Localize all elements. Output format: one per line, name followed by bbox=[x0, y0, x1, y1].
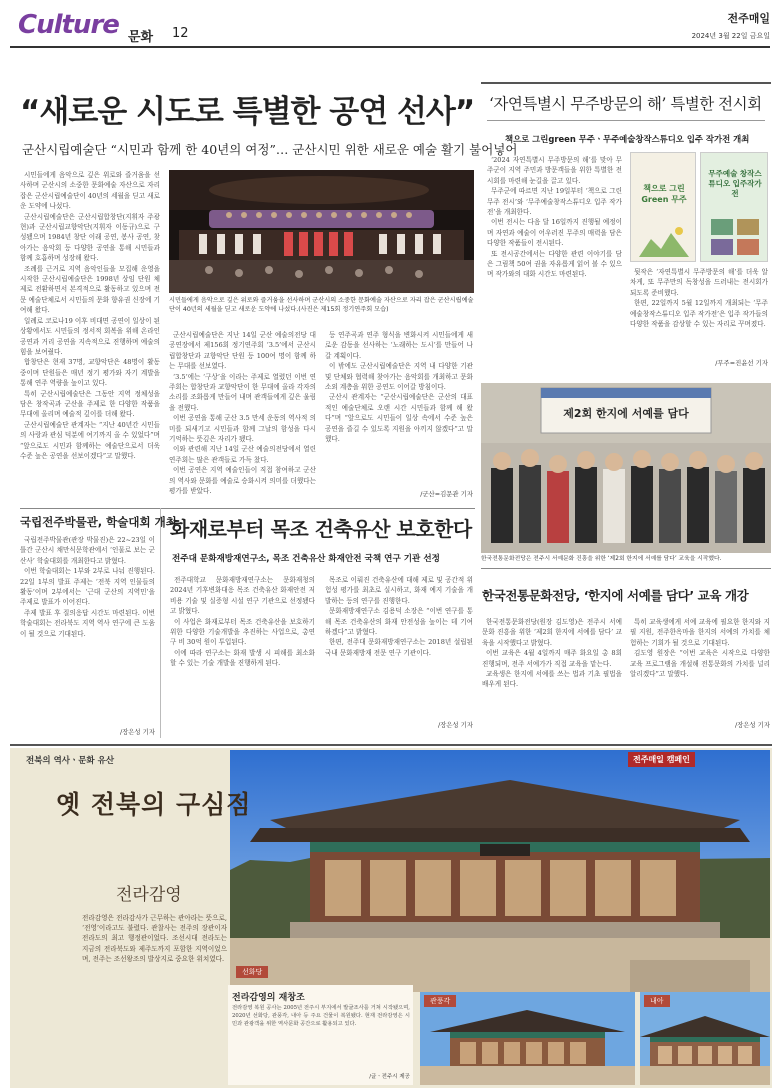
paragraph: 특히 교육생에게 서예 교육에 필요한 한지와 지필 지원, 전주한옥마을 한지의 서예의 가치를 체험하는 기회가 될 것으로 기대된다. bbox=[630, 618, 770, 647]
tag-seonhwadang: 선화당 bbox=[236, 966, 268, 978]
paragraph: 이 사업은 화재로부터 목조 건축유산을 보호하기 위한 다양한 기술개발을 추진하는 사업으로, 총연구 비 30억 원이 투입된다. bbox=[170, 617, 315, 647]
paragraph: 김도영 원장은 “이번 교육은 시작으로 다양한 교육 프로그램을 개설해 전통문화의 가치를 널리 알리겠다”고 말했다. bbox=[630, 649, 770, 679]
paragraph: 군산시립예술단은 군산시립합창단(지휘자 주광현)과 군산시립교향악단(지휘자 이동규)으로 구성됐으며 1984년 창단 이래 공연, 봉사 공연, 찾아가는 음악회 등 다양한 공연을 통해 시민들과 함께 호흡하며 성장해 왔다. bbox=[20, 212, 160, 263]
paragraph: 군산시 관계자는 “군산시립예술단은 군산의 대표적인 예술단체로 오랜 시간 시민들과 함께 해 왔다”며 “앞으로도 시민들이 일상 속에서 수준 높은 공연을 즐길 수 있도록 지원을 아끼지 않겠다”고 말했다. bbox=[325, 393, 473, 444]
campaign-place: 전라감영 bbox=[116, 885, 182, 905]
paragraph: 합창단은 현재 37명, 교향악단은 48명이 활동 중이며 단원들은 매년 정기 평가와 자기 계발을 통해 연주 역량을 높이고 있다. bbox=[20, 358, 160, 388]
paragraph: 이와 관련해 지난 14일 군산 예술의전당에서 열린 연주회는 많은 관객들로 가득 찼다. bbox=[169, 445, 316, 464]
paragraph: 군산시립예술단은 지난 14일 군산 예술의전당 대공연장에서 제156회 정기연주회 ‘3.5’에서 군산시립합창단과 교향악단 단원 등 100여 명이 함께 하는 무대를 선보였다. bbox=[169, 331, 316, 371]
hanji-byline: /장은성 기자 bbox=[734, 721, 770, 729]
paragraph: 이번 교육은 4월 4일까지 매주 화요일 총 8회 진행되며, 전주 서예가가 직접 교육을 맡는다. bbox=[482, 649, 622, 668]
campaign-intro: 전라감영은 전라감사가 근무하는 관아라는 뜻으로, ‘전영’이라고도 불렸다. 관찰사는 전주의 장관이자 전라도의 최고 행정관이었다. 조선시대 전라도는 지금의 전라북도와 제주도까지 포함한 지역이었으며, 전주는 조선왕조의 발상지로 중요한 위치였다. bbox=[82, 914, 227, 963]
exhibition-col-left bbox=[487, 155, 622, 367]
paragraph: 이번 학술대회는 1부와 2부로 나눠 진행된다. 22일 1부의 발표 주제는 ‘전북 지역 인물들의 활동’이며 2부에서는 ‘근대 군산의 지역민’을 주제로 발표가 이어진다. bbox=[20, 567, 155, 607]
exhibition-col-right bbox=[630, 267, 768, 352]
paragraph: 전주대학교 문화재방재연구소는 문화재청의 2024년 기후변화대응 목조 건축유산 화재안전 저비용 기술 및 실증형 시설 연구 기관으로 선정됐다고 밝혔다. bbox=[170, 576, 315, 616]
heritage-col2 bbox=[325, 575, 473, 715]
paragraph: 등 연주곡과 연주 형식을 변화시켜 시민들에게 새로운 감동을 선사하는 ‘노래하는 도시’를 만들어 나갈 계획이다. bbox=[325, 331, 473, 360]
campaign-sub-body: 전라감영 복원 공사는 2005년 전주시 부지에서 발굴조사를 거쳐 시작됐으며, 2020년 선화당, 관풍각, 내아 등 주요 건물이 복원됐다. 현재 전라감영은 시민과 관광객을 위한 역사문화 공간으로 활용되고 있다. bbox=[232, 1005, 410, 1028]
paragraph: ‘3.5’에는 ‘구상’을 이라는 주제로 열렸던 이번 연주회는 합창단과 교향악단이 한 무대에 올라 각자의 소리를 조화롭게 만들어 내며 관객들에게 깊은 울림을 전했다. bbox=[169, 372, 316, 412]
divider bbox=[487, 120, 765, 121]
paragraph: 이번 공연은 지역 예술인들이 직접 참여하고 군산의 역사와 문화를 예술로 승화시켜 의미를 더했다는 평가를 받았다. bbox=[169, 466, 316, 496]
divider bbox=[481, 568, 771, 569]
paragraph: 특히 군산시립예술단은 그동안 지역 정체성을 담은 창작곡과 군산을 주제로 한 다양한 작품을 무대에 올리며 예술적 깊이를 더해 왔다. bbox=[20, 389, 160, 419]
heritage-col1 bbox=[170, 575, 315, 730]
main-byline: /군산=김문관 기자 bbox=[420, 490, 473, 498]
paragraph: 교육생은 한지에 서예를 쓰는 법과 기초 필법을 배우게 된다. bbox=[482, 670, 622, 689]
paragraph: ‘2024 자연특별시 무주방문의 해’를 맞아 무주군이 지역 주민과 방문객들을 위한 특별한 전시회를 마련해 눈길을 끌고 있다. bbox=[487, 156, 622, 185]
museum-body bbox=[20, 535, 155, 725]
museum-byline: /장은성 기자 bbox=[119, 728, 155, 736]
divider bbox=[160, 508, 161, 738]
campaign-sub-byline: /글ㆍ전주시 제공 bbox=[369, 1074, 410, 1080]
paragraph: 무주군에 따르면 지난 19일부터 ‘책으로 그린 무주 전시’와 ‘무주예술창작스튜디오 입주 작가전’을 개최한다. bbox=[487, 187, 622, 217]
paragraph: 시민들에게 음악으로 깊은 위로와 즐거움을 선사하며 군산시의 소중한 문화예술 자산으로 자리 잡은 군산시립예술단이 40년의 세월을 딛고 새로운 도약에 나섰다. bbox=[20, 171, 160, 211]
page-number: 12 bbox=[172, 26, 189, 41]
exhibition-title: ‘자연특별시 무주방문의 해’ 특별한 전시회 bbox=[489, 95, 762, 113]
concert-photo-caption: 시민들에게 음악으로 깊은 위로와 즐거움을 선사하며 군산시의 소중한 문화예술 자산으로 자리 잡은 군산시립예술단이 40년의 세월을 딛고 새로운 도약에 나섰다.(사진은 제15회 정기연주회 모습) bbox=[169, 297, 474, 313]
concert-photo bbox=[169, 170, 474, 293]
heritage-byline: /장은성 기자 bbox=[437, 721, 473, 729]
header-rule bbox=[10, 46, 770, 48]
hanji-title: 한국전통문화전당, ‘한지에 서예를 담다’ 교육 개강 bbox=[482, 588, 749, 603]
heritage-subtitle: 전주대 문화재방재연구소, 목조 건축유산 화재안전 국책 연구 기관 선정 bbox=[172, 554, 440, 564]
main-subhead: 군산시립예술단 “시민과 함께 한 40년의 여정”… 군산시민 위한 새로운 예술 활기 불어넣어 bbox=[22, 142, 518, 157]
paragraph: 주제 발표 후 질의응답 시간도 마련된다. 이번 학술대회는 전라북도 지역 역사 연구에 큰 도움이 될 것으로 기대된다. bbox=[20, 608, 155, 638]
paragraph: 일례로 코로나19 이후 비대면 공연이 일상이 된 상황에서도 시민들의 정서적 회복을 위해 온라인 공연과 거리 공연을 지속적으로 진행하며 예술의 힘을 보여줬다. bbox=[20, 316, 160, 356]
main-article-col3 bbox=[325, 330, 473, 488]
jeolla-gamyeong-photo bbox=[230, 750, 770, 992]
museum-title: 국립전주박물관, 학술대회 개최 bbox=[20, 515, 177, 529]
main-headline: “새로운 시도로 특별한 공연 선사” bbox=[20, 94, 475, 130]
book-cover-title: 무주예술 창작스튜디오 입주작가전 bbox=[708, 169, 762, 198]
banner-text: 제2회 한지에 서예를 담다 bbox=[563, 407, 689, 420]
paragraph: 국립전주박물관(관장 박물진)은 22~23일 이틀간 군산시 채만식문학관에서 ‘인물로 보는 군산사’ 학술대회를 개최한다고 밝혔다. bbox=[20, 536, 155, 565]
issue-date: 2024년 3월 22일 금요일 bbox=[691, 32, 770, 40]
paragraph: 문화재방재연구소 김용덕 소장은 “이번 연구를 통해 목조 건축유산의 화재 안전성을 높이는 데 기여하겠다”고 밝혔다. bbox=[325, 607, 473, 637]
paragraph: 이에 따라 연구소는 화재 발생 시 피해를 최소화할 수 있는 기술 개발을 진행하게 된다. bbox=[170, 648, 315, 668]
bottom-rule bbox=[10, 744, 772, 746]
paragraph: 조례를 근거로 지역 음악인들을 모집해 운영을 시작한 군산시립예술단은 1998년 상임 단원 체제로 전환하면서 본격적으로 활동하고 있으며 전문 예술단체로서 시민들의 문화 향유권 신장에 기여해 왔다. bbox=[20, 264, 160, 315]
exhibition-subtitle: 책으로 그린green 무주ㆍ무주예술창작스튜디오 입주 작가전 개최 bbox=[505, 134, 750, 144]
paragraph: 군산시립예술단 관계자는 “지난 40년간 시민들의 사랑과 관심 덕분에 여기까지 올 수 있었다”며 “앞으로도 시민과 함께하는 예술단으로서 더욱 수준 높은 공연을 선보이겠다”고 말했다. bbox=[20, 420, 160, 460]
campaign-title: 옛 전북의 구심점 bbox=[56, 790, 252, 819]
paragraph: 이번 전시는 다음 달 16일까지 진행될 예정이며 자연과 예술이 어우러진 무주의 매력을 담은 다양한 작품들이 전시된다. bbox=[487, 218, 622, 248]
paragraph: 한국전통문화전당(원장 김도영)은 전주시 서예문화 진흥을 위한 ‘제2회 한지에 서예를 담다’ 교육을 시작했다고 밝혔다. bbox=[482, 618, 622, 647]
paragraph: 한편, 22일까지 5월 12일까지 개최되는 ‘무주예술창작스튜디오 입주 작가전’은 입주 작가들의 다양한 작품을 감상할 수 있는 자리로 꾸며졌다. bbox=[630, 299, 768, 329]
campaign-sub-title: 전라감영의 재창조 bbox=[232, 993, 305, 1003]
tag-naea: 내아 bbox=[644, 995, 670, 1007]
exhibition-byline: /무주=진윤선 기자 bbox=[715, 359, 768, 367]
campaign-badge: 전주매일 캠페인 bbox=[628, 752, 695, 767]
paragraph: 이 밖에도 군산시립예술단은 지역 내 다양한 기관 및 단체와 협력해 찾아가는 음악회를 개최하고 문화 소외 계층을 위한 공연도 이어갈 방침이다. bbox=[325, 362, 473, 392]
paper-name: 전주매일 bbox=[727, 12, 770, 25]
hanji-col1 bbox=[482, 617, 622, 732]
calligraphy-photo-caption: 한국전통문화전당은 전주시 서예문화 진흥을 위한 ‘제2회 한지에 서예를 담다’ 교육을 시작했다. bbox=[481, 556, 722, 562]
paragraph: 한편, 전주대 문화재방재연구소는 2018년 설립된 국내 문화재방재 전문 연구 기관이다. bbox=[325, 638, 473, 657]
hanji-col2 bbox=[630, 617, 770, 717]
series-label: 전북의 역사ㆍ문화 유산 bbox=[26, 756, 115, 766]
book-cover-title: 책으로 그린 Green 무주 bbox=[641, 184, 687, 204]
tag-gwanpunggak: 관풍각 bbox=[424, 995, 456, 1007]
section-logo: Culture bbox=[18, 10, 119, 40]
calligraphy-group-photo bbox=[481, 383, 771, 553]
paragraph: 뒷작은 ‘자연특별시 무주방문의 해’를 더욱 알차게, 또 무주만의 독창성을 드러내는 전시회가 되도록 준비했다. bbox=[630, 268, 768, 297]
paragraph: 목조로 이뤄진 건축유산에 대해 제로 및 공간적 위험성 평가를 최초로 실시하고, 화재 예지 기술을 개발하는 등의 연구를 진행한다. bbox=[325, 576, 473, 605]
book-cover-studio bbox=[700, 152, 768, 262]
paragraph: 또 전시공간에서는 다양한 관련 이야기를 담은 그림책 50여 권을 자유롭게 읽어 볼 수 있으며 작가와의 대화 시간도 마련된다. bbox=[487, 249, 622, 279]
main-article-col1 bbox=[20, 170, 160, 500]
main-article-col2 bbox=[169, 330, 316, 505]
book-cover-green-muju bbox=[630, 152, 696, 262]
divider bbox=[20, 508, 475, 509]
heritage-title: 화재로부터 목조 건축유산 보호한다 bbox=[170, 517, 472, 541]
section-name: 문화 bbox=[128, 30, 154, 45]
paragraph: 이번 공연을 통해 군산 3.5 만세 운동의 역사적 의미를 되새기고 시민들과 함께 그날의 함성을 다시 기억하는 뜻깊은 자리가 됐다. bbox=[169, 414, 316, 444]
